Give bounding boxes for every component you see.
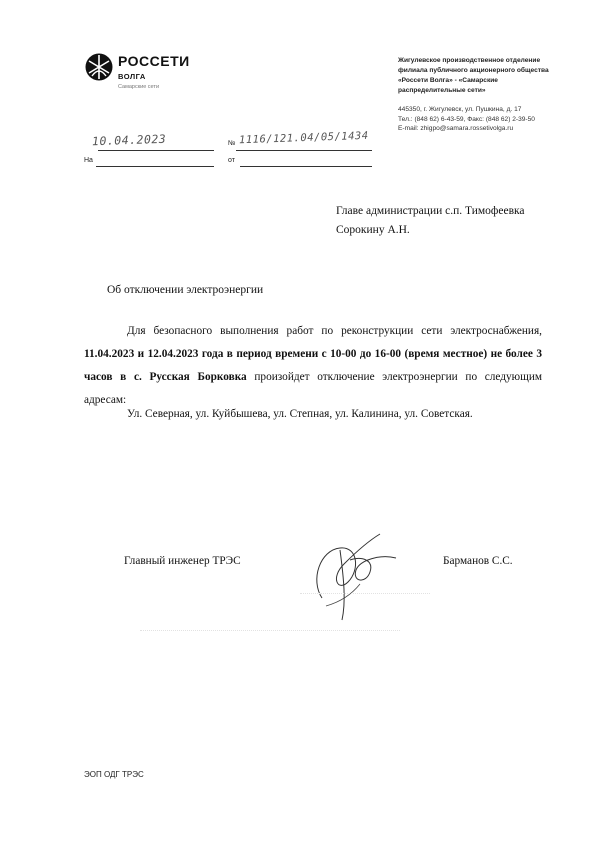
footer-executor: ЭОП ОДГ ТРЭС <box>84 770 144 779</box>
logo-subname: ВОЛГА <box>118 72 146 81</box>
handwritten-date: 10.04.2023 <box>91 131 167 149</box>
scan-artifact <box>140 630 400 632</box>
letter-body <box>84 320 542 412</box>
addressee-line-2: Сорокину А.Н. <box>336 224 410 236</box>
logo-tagline: Самарские сети <box>118 84 160 90</box>
number-underline <box>236 150 372 151</box>
from-underline <box>240 166 372 167</box>
handwritten-signature <box>300 520 410 630</box>
org-name-line: филиала публичного акционерного общества <box>398 67 549 74</box>
number-label: № <box>228 140 236 147</box>
logo-name: РОССЕТИ <box>118 53 190 69</box>
body-intro: Для безопасного выполнения работ по реконструкции сети электроснабжения, <box>127 325 542 337</box>
letter-subject: Об отключении электроэнергии <box>107 284 264 296</box>
scan-artifact <box>300 593 430 595</box>
rosseti-logo-icon <box>84 52 114 82</box>
on-label: На <box>84 157 93 164</box>
body-rest: произойдет отключение электроэнергии по следующим адресам: <box>84 371 543 406</box>
street-list: Ул. Северная, ул. Куйбышева, ул. Степная, ул. Калинина, ул. Советская. <box>127 408 473 420</box>
company-logo <box>84 50 194 98</box>
signatory-name: Барманов С.С. <box>443 555 513 567</box>
org-name-line: распределительные сети» <box>398 87 486 94</box>
org-address: 445350, г. Жигулевск, ул. Пушкина, д. 17 <box>398 106 522 113</box>
signatory-role: Главный инженер ТРЭС <box>124 555 241 567</box>
date-underline <box>98 150 214 151</box>
body-bold-dates: 11.04.2023 и 12.04.2023 года в период времени с 10-00 до 16-00 (время местное) не более 3 часов в с. Русская Борковка <box>84 348 542 383</box>
org-name-line: «Россети Волга» - «Самарские <box>398 77 498 84</box>
org-name-line: Жигулевское производственное отделение <box>398 57 541 64</box>
org-email: E-mail: zhigpo@samara.rossetivolga.ru <box>398 125 514 132</box>
organization-contacts <box>398 105 568 134</box>
on-underline <box>96 166 214 167</box>
from-label: от <box>228 157 235 164</box>
handwritten-number: 1116/121.04/05/1434 <box>238 129 369 147</box>
addressee <box>336 202 525 240</box>
registration-line <box>84 131 384 171</box>
addressee-line-1: Главе администрации с.п. Тимофеевка <box>336 205 525 217</box>
organization-name <box>398 56 568 96</box>
organization-block <box>398 56 568 134</box>
org-phone: Тел.: (848 62) 6-43-59, Факс: (848 62) 2-39-50 <box>398 115 535 123</box>
